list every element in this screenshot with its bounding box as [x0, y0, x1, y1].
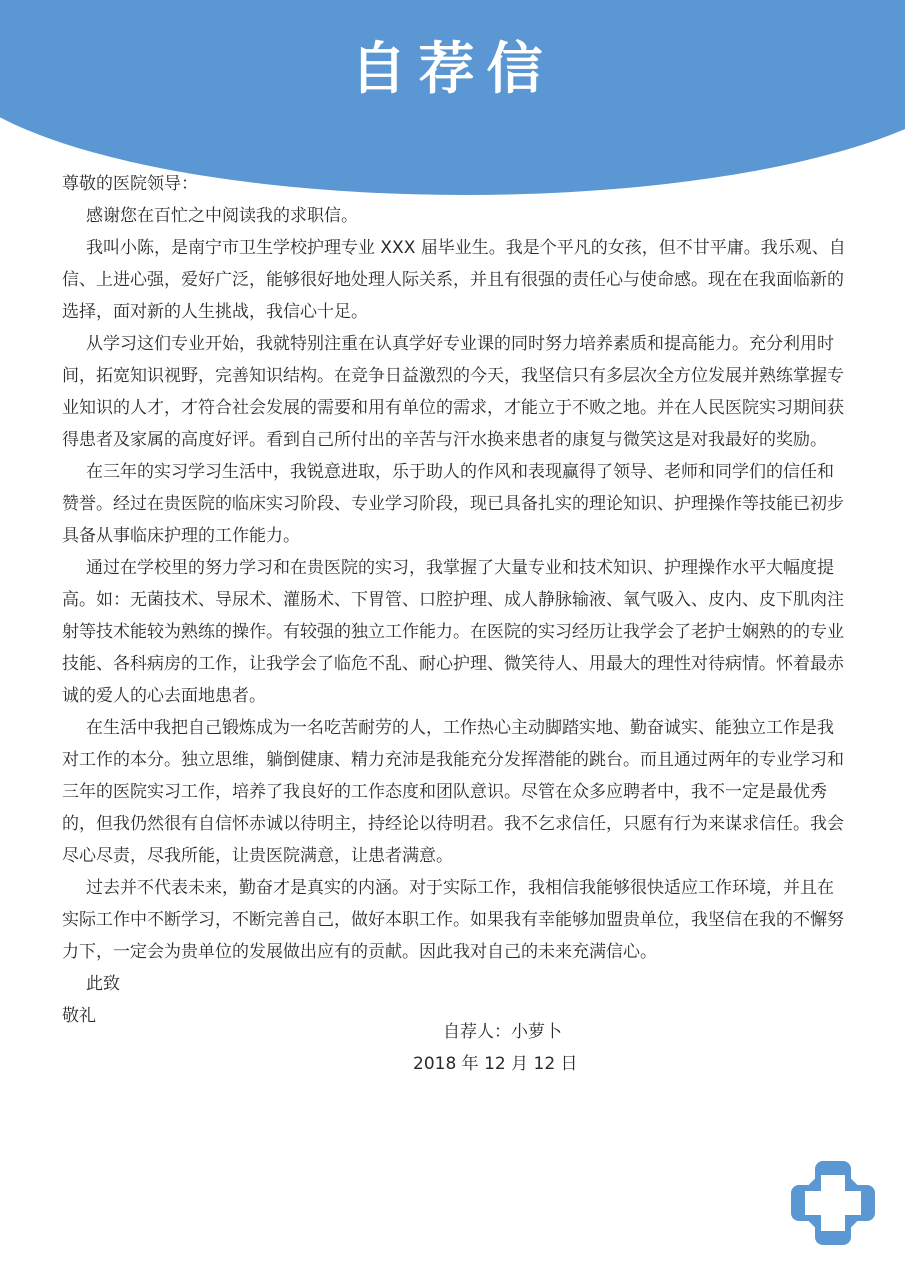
salutation: 尊敬的医院领导： — [62, 174, 198, 194]
letter-body — [62, 168, 848, 1032]
paragraph-thanks: 感谢您在百忙之中阅读我的求职信。 — [86, 206, 358, 226]
paragraph-skills: 通过在学校里的努力学习和在贵医院的实习，我掌握了大量专业和技术知识、护理操作水平大幅度提高。如：无菌技术、导尿术、灌肠术、下胃管、口腔护理、成人静脉输液、氧气吸入、皮内、皮下肌肉注射等技术能较为熟练的操作。有较强的独立工作能力。在医院的实习经历让我学会了老护士娴熟的的专业技能、各科病房的工作，让我学会了临危不乱、耐心护理、微笑待人、用最大的理性对待病情。怀着最赤诚的爱人的心去面地患者。 — [62, 558, 844, 706]
paragraph-internship: 在三年的实习学习生活中，我锐意进取，乐于助人的作风和表现赢得了领导、老师和同学们的信任和赞誉。经过在贵医院的临床实习阶段、专业学习阶段，现已具备扎实的理论知识、护理操作等技能已初步具备从事临床护理的工作能力。 — [62, 462, 844, 546]
paragraph-future: 过去并不代表未来，勤奋才是真实的内涵。对于实际工作，我相信我能够很快适应工作环境，并且在实际工作中不断学习，不断完善自己，做好本职工作。如果我有幸能够加盟贵单位，我坚信在我的不懈努力下，一定会为贵单位的发展做出应有的贡献。因此我对自己的未来充满信心。 — [62, 878, 844, 962]
signature: 自荐人：小萝卜 — [443, 1022, 562, 1042]
page-title: 自荐信 — [350, 37, 555, 102]
date: 2018 年 12 月 12 日 — [413, 1054, 578, 1074]
medical-cross-icon — [781, 1151, 885, 1255]
closing: 敬礼 — [62, 1006, 96, 1026]
paragraph-study: 从学习这们专业开始，我就特别注重在认真学好专业课的同时努力培养素质和提高能力。充分利用时间，拓宽知识视野，完善知识结构。在竞争日益激烈的今天，我坚信只有多层次全方位发展并熟练掌握专业知识的人才，才符合社会发展的需要和用有单位的需求，才能立于不败之地。并在人民医院实习期间获得患者及家属的高度好评。看到自己所付出的辛苦与汗水换来患者的康复与微笑这是对我最好的奖励。 — [62, 334, 844, 450]
paragraph-character: 在生活中我把自己锻炼成为一名吃苦耐劳的人，工作热心主动脚踏实地、勤奋诚实、能独立工作是我对工作的本分。独立思维，躺倒健康、精力充沛是我能充分发挥潜能的跳台。而且通过两年的专业学习和三年的医院实习工作，培养了我良好的工作态度和团队意识。尽管在众多应聘者中，我不一定是最优秀的，但我仍然很有自信怀赤诚以待明主，持经论以待明君。我不乞求信任，只愿有行为来谋求信任。我会尽心尽责，尽我所能，让贵医院满意，让患者满意。 — [62, 718, 844, 866]
paragraph-intro: 我叫小陈，是南宁市卫生学校护理专业 XXX 届毕业生。我是个平凡的女孩，但不甘平庸。我乐观、自信、上进心强，爱好广泛，能够很好地处理人际关系，并且有很强的责任心与使命感。现在在我面临新的选择，面对新的人生挑战，我信心十足。 — [62, 238, 846, 322]
paragraph-cizhi: 此致 — [86, 974, 120, 994]
